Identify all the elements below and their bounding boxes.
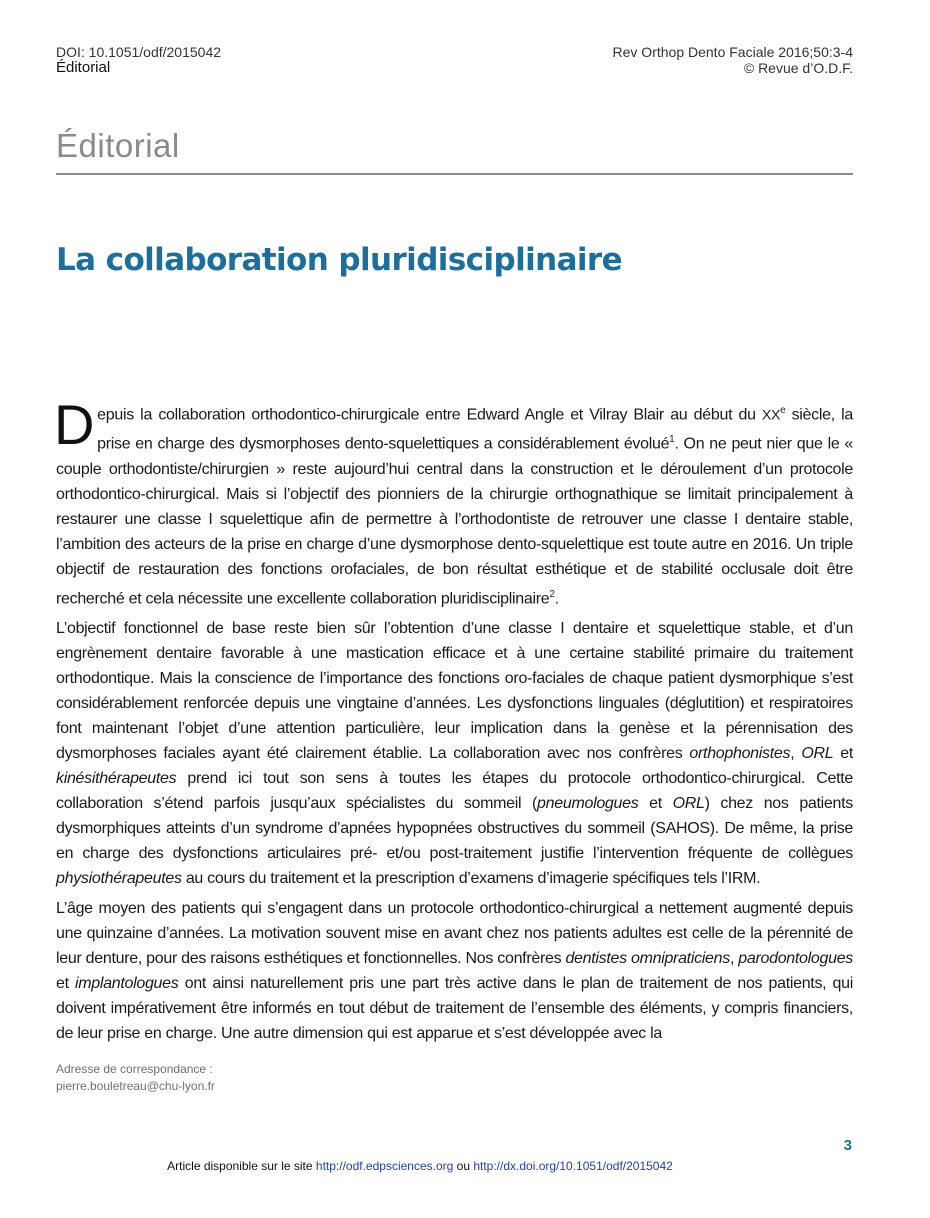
text-run: et [638,794,673,812]
correspondence-email[interactable]: pierre.bouletreau@chu-lyon.fr [56,1079,215,1093]
italic-term: ORL [672,794,705,812]
italic-term: physiothérapeutes [56,869,182,887]
footer [0,1159,840,1173]
correspondence-label: Adresse de correspondance : [56,1062,213,1076]
text-run: , [729,949,739,967]
italic-term: implantologues [75,974,179,992]
journal-reference: Rev Orthop Dento Faciale 2016;50:3-4 [612,44,853,60]
text-run: siècle, la prise en charge des dysmorphoses dento-squelettiques a considérablement évolué [97,406,853,453]
text-run: , [790,744,802,762]
italic-term: kinésithérapeutes [56,769,177,787]
footer-prefix: Article disponible sur le site [167,1159,316,1173]
text-run: . [554,589,559,607]
paragraph-1 [54,393,853,611]
doi-text: DOI: 10.1051/odf/2015042 [56,44,222,60]
text-run: ) chez nos patients dysmorphiques atteints d’un syndrome d’apnées hypopnées obstructives du sommeil (SAHOS). De même, la prise en charge des dysfonctions articulaires pré- et/ou post-traitement justifie l’intervention fréquente de collègues [56,794,853,862]
reference-2: 2 [549,588,555,600]
century-numeral: XX [761,406,781,423]
reference-1: 1 [669,434,675,446]
italic-term: pneumologues [537,794,639,812]
italic-term: orthophonistes [689,744,791,762]
page-number: 3 [843,1137,852,1154]
footer-link-doi[interactable]: http://dx.doi.org/10.1051/odf/2015042 [473,1159,673,1173]
paragraph-2 [56,616,853,891]
superscript: e [780,405,786,416]
header-left [56,44,221,76]
article-title: La collaboration pluridisciplinaire [56,242,623,278]
text-run: prend ici tout son sens à toutes les étapes du protocole orthodontico-chirurgical. Cette collaboration s’étend parfois jusqu’aux spécialistes du sommeil ( [56,769,853,812]
correspondence-block [56,1061,215,1095]
copyright-text: © Revue d’O.D.F. [743,60,853,76]
italic-term: ORL [801,744,834,762]
footer-link-site[interactable]: http://odf.edpsciences.org [315,1159,454,1173]
drop-cap: D [54,393,95,456]
text-run: et [56,974,76,992]
text-run: . On ne peut nier que le « couple orthodontiste/chirurgien » reste aujourd’hui central dans la construction et le déroulement d’un protocole orthodontico-chirurgical. Mais si l’objectif des pionniers de la chirurgie orthognathique se limitait principalement à restaurer une classe I squelettique afin de permettre à l’orthodontiste de retrouver une classe I dentaire stable, l’ambition des acteurs de la prise en charge d’une dysmorphose dento-squelettique est toute autre en 2016. Un triple objectif de restauration des fonctions orofaciales, de bon résultat esthétique et de stabilité occlusale doit être recherché et cela nécessite une excellente collaboration pluridisciplinaire [56,435,853,607]
section-title: Éditorial [56,127,853,175]
text-run: ont ainsi naturellement pris une part très active dans le plan de traitement de nos patients, qui doivent impérativement être informés en tout début de traitement de l’ensemble des éléments, y compris financiers, de leur prise en charge. Une autre dimension qui est apparue et s’est développée avec la [56,974,854,1042]
text-run: L’objectif fonctionnel de base reste bien sûr l’obtention d’une classe I dentaire et squelettique stable, et d’un engrènement dentaire favorable à une mastication efficace et à une certaine stabilité primaire du traitement orthodontique. Mais la conscience de l’importance des fonctions oro-faciales de chaque patient dysmorphique s’est considérablement renforcée depuis une vingtaine d’années. Les dysfonctions linguales (déglutition) et respiratoires font maintenant l’objet d’une attention particulière, leur implication dans la genèse et la pérennisation des dysmorphoses faciales ayant été clairement établie. La collaboration avec nos confrères [56,619,853,762]
text-run: L’âge moyen des patients qui s’engagent dans un protocole orthodontico-chirurgical a nettement augmenté depuis une quinzaine d’années. La motivation souvent mise en avant chez nos patients adultes est celle de la pérennité de leur denture, pour des raisons esthétiques et fonctionnelles. Nos confrères [56,899,853,967]
header-category: Éditorial [56,59,111,76]
text-run: epuis la collaboration orthodontico-chirurgicale entre Edward Angle et Vilray Blair au début du [97,406,762,424]
text-run: au cours du traitement et la prescription d’examens d’imagerie spécifiques tels l’IRM. [181,869,761,887]
footer-middle: ou [453,1159,474,1173]
article-body [54,393,854,1051]
italic-term: dentistes omnipraticiens [565,949,730,967]
text-run: et [833,744,854,762]
header-right [613,44,853,76]
italic-term: parodontologues [738,949,853,967]
paragraph-3 [56,896,853,1046]
